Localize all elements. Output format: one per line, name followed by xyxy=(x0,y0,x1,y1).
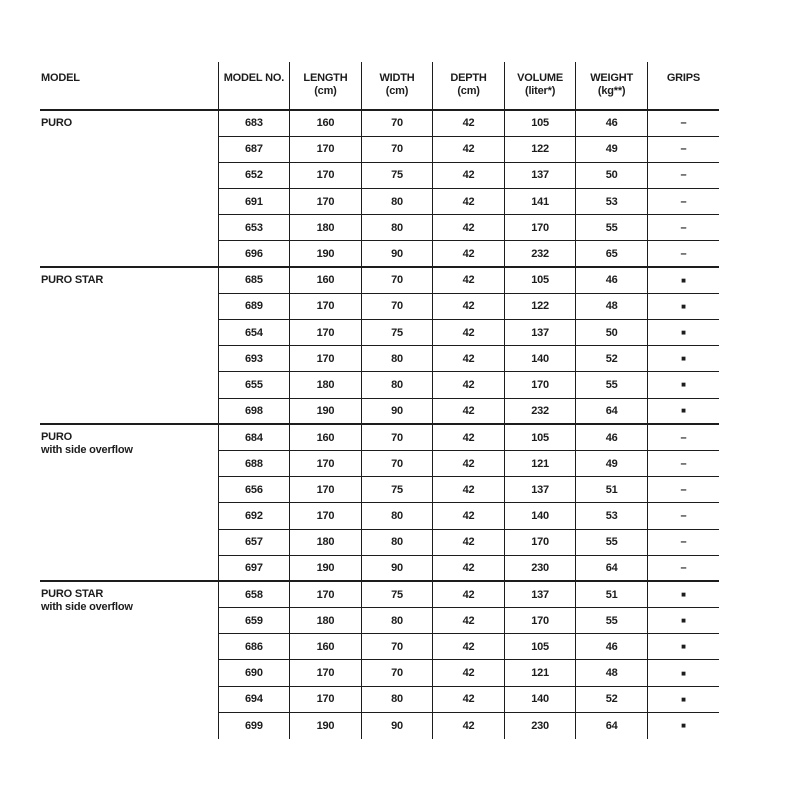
model-name: PURO STAR xyxy=(41,588,104,601)
depth-cell: 42 xyxy=(433,346,505,372)
grips-square-icon: ■ xyxy=(647,686,719,712)
volume-cell: 170 xyxy=(504,608,576,634)
col-header-length-label: LENGTH xyxy=(303,72,348,84)
depth-cell: 42 xyxy=(433,581,505,607)
length-cell: 170 xyxy=(290,581,362,607)
grips-square-icon: ■ xyxy=(647,293,719,319)
col-header-weight xyxy=(576,62,648,110)
model-no-cell: 691 xyxy=(218,189,290,215)
grips-none-dash: – xyxy=(647,503,719,529)
weight-cell: 52 xyxy=(576,686,648,712)
spec-table-body xyxy=(40,110,719,739)
width-cell: 70 xyxy=(361,136,433,162)
grips-none-dash: – xyxy=(647,162,719,188)
model-name-cell xyxy=(40,424,218,581)
length-cell: 170 xyxy=(290,320,362,346)
table-row xyxy=(40,267,719,293)
model-no-cell: 656 xyxy=(218,477,290,503)
grips-square-icon: ■ xyxy=(647,634,719,660)
volume-cell: 105 xyxy=(504,267,576,293)
col-header-volume-label: VOLUME xyxy=(517,72,564,84)
col-header-model-no-label: MODEL NO. xyxy=(223,72,285,84)
grips-none-dash: – xyxy=(647,215,719,241)
col-header-width-label: WIDTH xyxy=(379,72,415,84)
volume-cell: 170 xyxy=(504,215,576,241)
model-no-cell: 652 xyxy=(218,162,290,188)
volume-cell: 141 xyxy=(504,189,576,215)
width-cell: 80 xyxy=(361,686,433,712)
grips-square-icon: ■ xyxy=(647,398,719,424)
grips-square-icon: ■ xyxy=(647,712,719,738)
length-cell: 160 xyxy=(290,634,362,660)
depth-cell: 42 xyxy=(433,555,505,581)
length-cell: 170 xyxy=(290,162,362,188)
length-cell: 160 xyxy=(290,424,362,450)
depth-cell: 42 xyxy=(433,450,505,476)
volume-cell: 230 xyxy=(504,555,576,581)
model-no-cell: 657 xyxy=(218,529,290,555)
width-cell: 75 xyxy=(361,581,433,607)
col-header-width xyxy=(361,62,433,110)
weight-cell: 49 xyxy=(576,450,648,476)
table-row xyxy=(40,424,719,450)
col-header-length-unit: (cm) xyxy=(314,85,337,97)
volume-cell: 122 xyxy=(504,293,576,319)
model-no-cell: 693 xyxy=(218,346,290,372)
table-row xyxy=(40,581,719,607)
table-row xyxy=(40,110,719,136)
model-no-cell: 697 xyxy=(218,555,290,581)
length-cell: 160 xyxy=(290,267,362,293)
spec-table xyxy=(40,62,719,739)
length-cell: 170 xyxy=(290,477,362,503)
weight-cell: 46 xyxy=(576,110,648,136)
weight-cell: 46 xyxy=(576,267,648,293)
spec-table-wrap xyxy=(40,62,719,739)
grips-square-icon: ■ xyxy=(647,581,719,607)
width-cell: 70 xyxy=(361,660,433,686)
volume-cell: 232 xyxy=(504,398,576,424)
volume-cell: 230 xyxy=(504,712,576,738)
width-cell: 80 xyxy=(361,529,433,555)
width-cell: 80 xyxy=(361,189,433,215)
col-header-depth-unit: (cm) xyxy=(457,85,480,97)
model-no-cell: 688 xyxy=(218,450,290,476)
length-cell: 170 xyxy=(290,346,362,372)
depth-cell: 42 xyxy=(433,293,505,319)
volume-cell: 232 xyxy=(504,241,576,267)
model-no-cell: 683 xyxy=(218,110,290,136)
width-cell: 90 xyxy=(361,555,433,581)
col-header-volume xyxy=(504,62,576,110)
volume-cell: 137 xyxy=(504,581,576,607)
col-header-weight-unit: (kg**) xyxy=(597,85,626,97)
volume-cell: 137 xyxy=(504,162,576,188)
col-header-length xyxy=(290,62,362,110)
weight-cell: 64 xyxy=(576,398,648,424)
width-cell: 80 xyxy=(361,346,433,372)
volume-cell: 105 xyxy=(504,424,576,450)
grips-none-dash: – xyxy=(647,424,719,450)
grips-square-icon: ■ xyxy=(647,320,719,346)
grips-square-icon: ■ xyxy=(647,608,719,634)
model-no-cell: 689 xyxy=(218,293,290,319)
width-cell: 70 xyxy=(361,424,433,450)
model-name: PURO STAR xyxy=(41,274,104,287)
header-row xyxy=(40,62,719,110)
depth-cell: 42 xyxy=(433,241,505,267)
width-cell: 90 xyxy=(361,241,433,267)
width-cell: 75 xyxy=(361,162,433,188)
model-no-cell: 692 xyxy=(218,503,290,529)
width-cell: 90 xyxy=(361,712,433,738)
col-header-grips-label: GRIPS xyxy=(666,72,701,84)
grips-none-dash: – xyxy=(647,450,719,476)
col-header-weight-label: WEIGHT xyxy=(590,72,634,84)
model-no-cell: 690 xyxy=(218,660,290,686)
weight-cell: 51 xyxy=(576,581,648,607)
volume-cell: 170 xyxy=(504,372,576,398)
grips-none-dash: – xyxy=(647,241,719,267)
length-cell: 180 xyxy=(290,529,362,555)
weight-cell: 55 xyxy=(576,372,648,398)
model-no-cell: 696 xyxy=(218,241,290,267)
col-header-model xyxy=(40,62,218,110)
model-name-line2: with side overflow xyxy=(41,601,133,614)
depth-cell: 42 xyxy=(433,529,505,555)
model-no-cell: 655 xyxy=(218,372,290,398)
grips-square-icon: ■ xyxy=(647,346,719,372)
length-cell: 190 xyxy=(290,398,362,424)
col-header-model-label: MODEL xyxy=(41,72,80,84)
model-no-cell: 684 xyxy=(218,424,290,450)
depth-cell: 42 xyxy=(433,477,505,503)
model-no-cell: 699 xyxy=(218,712,290,738)
length-cell: 170 xyxy=(290,136,362,162)
col-header-width-unit: (cm) xyxy=(385,85,409,97)
weight-cell: 50 xyxy=(576,162,648,188)
depth-cell: 42 xyxy=(433,110,505,136)
width-cell: 75 xyxy=(361,477,433,503)
volume-cell: 122 xyxy=(504,136,576,162)
model-no-cell: 654 xyxy=(218,320,290,346)
weight-cell: 48 xyxy=(576,660,648,686)
depth-cell: 42 xyxy=(433,608,505,634)
grips-none-dash: – xyxy=(647,529,719,555)
weight-cell: 49 xyxy=(576,136,648,162)
length-cell: 180 xyxy=(290,372,362,398)
weight-cell: 55 xyxy=(576,529,648,555)
col-header-depth xyxy=(433,62,505,110)
col-header-volume-unit: (liter*) xyxy=(524,85,556,97)
weight-cell: 53 xyxy=(576,503,648,529)
width-cell: 80 xyxy=(361,608,433,634)
volume-cell: 170 xyxy=(504,529,576,555)
length-cell: 170 xyxy=(290,660,362,686)
width-cell: 75 xyxy=(361,320,433,346)
length-cell: 190 xyxy=(290,555,362,581)
weight-cell: 64 xyxy=(576,555,648,581)
weight-cell: 50 xyxy=(576,320,648,346)
depth-cell: 42 xyxy=(433,372,505,398)
depth-cell: 42 xyxy=(433,215,505,241)
volume-cell: 121 xyxy=(504,660,576,686)
width-cell: 90 xyxy=(361,398,433,424)
length-cell: 180 xyxy=(290,215,362,241)
model-no-cell: 659 xyxy=(218,608,290,634)
volume-cell: 137 xyxy=(504,320,576,346)
volume-cell: 140 xyxy=(504,686,576,712)
depth-cell: 42 xyxy=(433,712,505,738)
model-no-cell: 658 xyxy=(218,581,290,607)
weight-cell: 52 xyxy=(576,346,648,372)
model-name: PURO xyxy=(41,117,72,129)
volume-cell: 121 xyxy=(504,450,576,476)
weight-cell: 55 xyxy=(576,608,648,634)
depth-cell: 42 xyxy=(433,267,505,293)
width-cell: 70 xyxy=(361,293,433,319)
volume-cell: 140 xyxy=(504,346,576,372)
depth-cell: 42 xyxy=(433,398,505,424)
depth-cell: 42 xyxy=(433,424,505,450)
width-cell: 80 xyxy=(361,215,433,241)
model-no-cell: 685 xyxy=(218,267,290,293)
model-no-cell: 653 xyxy=(218,215,290,241)
volume-cell: 137 xyxy=(504,477,576,503)
model-no-cell: 694 xyxy=(218,686,290,712)
volume-cell: 140 xyxy=(504,503,576,529)
width-cell: 70 xyxy=(361,267,433,293)
width-cell: 80 xyxy=(361,372,433,398)
length-cell: 180 xyxy=(290,608,362,634)
model-name-cell xyxy=(40,110,218,267)
spec-table-header xyxy=(40,62,719,110)
width-cell: 70 xyxy=(361,450,433,476)
grips-square-icon: ■ xyxy=(647,267,719,293)
volume-cell: 105 xyxy=(504,634,576,660)
length-cell: 170 xyxy=(290,293,362,319)
model-no-cell: 698 xyxy=(218,398,290,424)
grips-none-dash: – xyxy=(647,189,719,215)
width-cell: 70 xyxy=(361,110,433,136)
model-name: PURO xyxy=(41,431,72,444)
depth-cell: 42 xyxy=(433,320,505,346)
model-name-cell xyxy=(40,267,218,424)
grips-none-dash: – xyxy=(647,555,719,581)
weight-cell: 48 xyxy=(576,293,648,319)
weight-cell: 46 xyxy=(576,424,648,450)
depth-cell: 42 xyxy=(433,136,505,162)
col-header-depth-label: DEPTH xyxy=(450,72,487,84)
width-cell: 80 xyxy=(361,503,433,529)
weight-cell: 55 xyxy=(576,215,648,241)
depth-cell: 42 xyxy=(433,162,505,188)
length-cell: 190 xyxy=(290,241,362,267)
length-cell: 170 xyxy=(290,450,362,476)
weight-cell: 65 xyxy=(576,241,648,267)
depth-cell: 42 xyxy=(433,634,505,660)
grips-none-dash: – xyxy=(647,110,719,136)
length-cell: 160 xyxy=(290,110,362,136)
length-cell: 170 xyxy=(290,503,362,529)
depth-cell: 42 xyxy=(433,189,505,215)
depth-cell: 42 xyxy=(433,503,505,529)
grips-none-dash: – xyxy=(647,136,719,162)
weight-cell: 51 xyxy=(576,477,648,503)
model-name-line2: with side overflow xyxy=(41,444,133,457)
model-name-cell xyxy=(40,581,218,738)
volume-cell: 105 xyxy=(504,110,576,136)
width-cell: 70 xyxy=(361,634,433,660)
weight-cell: 64 xyxy=(576,712,648,738)
grips-none-dash: – xyxy=(647,477,719,503)
length-cell: 190 xyxy=(290,712,362,738)
depth-cell: 42 xyxy=(433,660,505,686)
model-no-cell: 687 xyxy=(218,136,290,162)
col-header-model-no xyxy=(218,62,290,110)
grips-square-icon: ■ xyxy=(647,372,719,398)
length-cell: 170 xyxy=(290,189,362,215)
grips-square-icon: ■ xyxy=(647,660,719,686)
model-no-cell: 686 xyxy=(218,634,290,660)
length-cell: 170 xyxy=(290,686,362,712)
col-header-grips xyxy=(647,62,719,110)
weight-cell: 46 xyxy=(576,634,648,660)
depth-cell: 42 xyxy=(433,686,505,712)
weight-cell: 53 xyxy=(576,189,648,215)
